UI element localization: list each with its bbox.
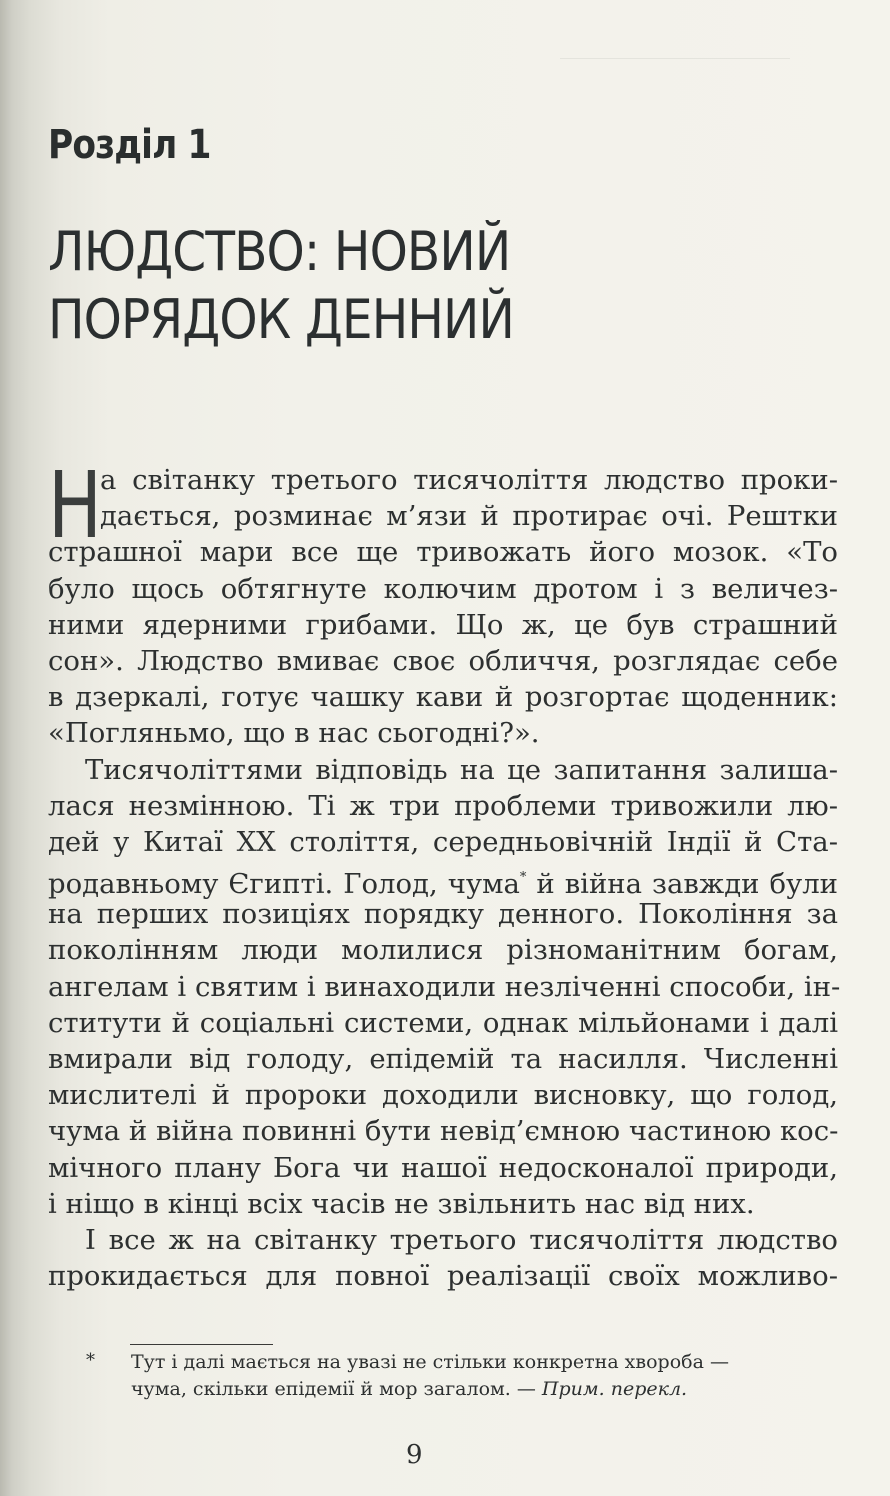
body-text bbox=[48, 452, 841, 1294]
chapter-title bbox=[48, 218, 514, 354]
text-line: в дзеркалі, готує чашку кави й розгортає щоденник: bbox=[48, 681, 838, 714]
footnote-line-2 bbox=[131, 1376, 731, 1403]
text-line: мічного плану Бога чи нашої недосконалої природи, bbox=[48, 1151, 838, 1184]
text-line: лася незмінною. Ті ж три проблеми тривожили лю- bbox=[48, 789, 838, 822]
text-segment: й війна завжди були bbox=[536, 868, 838, 901]
text-line: дається, розминає м’язи й протирає очі. Рештки bbox=[100, 500, 838, 533]
chapter-title-line-1: ЛЮДСТВО: НОВИЙ bbox=[48, 220, 511, 283]
text-line: І все ж на світанку третього тисячоліття людство bbox=[85, 1223, 838, 1256]
text-line: сон». Людство вмиває своє обличчя, розглядає себе bbox=[48, 644, 838, 677]
text-line: чума й війна повинні бути невід’ємною частиною кос- bbox=[48, 1115, 839, 1148]
text-line: Тисячоліттями відповідь на це запитання залиша- bbox=[85, 753, 838, 786]
text-line: поколінням люди молилися різноманітним богам, bbox=[48, 934, 838, 967]
text-line: дей у Китаї XX століття, середньовічній Індії й Ста- bbox=[48, 825, 838, 858]
text-segment: родавньому Єгипті. Голод, чума bbox=[48, 868, 520, 901]
chapter-title-line-2: ПОРЯДОК ДЕННИЙ bbox=[48, 288, 514, 351]
text-line: на перших позиціях порядку денного. Покоління за bbox=[48, 898, 838, 931]
text-line: мислителі й пророки доходили висновку, що голод, bbox=[48, 1079, 838, 1112]
text-line: а світанку третього тисячоліття людство проки- bbox=[100, 464, 838, 496]
translator-note: Прим. перекл. bbox=[541, 1378, 688, 1400]
text-line: прокидається для повної реалізації своїх можливо- bbox=[48, 1260, 838, 1293]
footnote-text bbox=[131, 1349, 731, 1403]
text-line: ними ядерними грибами. Що ж, це був страшний bbox=[48, 608, 838, 641]
footnote-line-1: Тут і далі мається на увазі не стільки конкретна хвороба — bbox=[131, 1351, 729, 1373]
page-number: 9 bbox=[406, 1440, 423, 1470]
chapter-label: Розділ 1 bbox=[48, 122, 211, 168]
footnote-reference[interactable]: * bbox=[519, 870, 527, 886]
text-line-with-footnote bbox=[48, 860, 838, 901]
bleed-through-running-head bbox=[560, 58, 790, 73]
text-line: вмирали від голоду, епідемій та насилля. Численні bbox=[48, 1043, 838, 1075]
footnote-plain: чума, скільки епідемії й мор загалом. — bbox=[131, 1378, 542, 1400]
text-line: було щось обтягнуте колючим дротом і з величез- bbox=[48, 572, 838, 605]
footnote-mark: * bbox=[86, 1350, 95, 1371]
text-line: ститути й соціальні системи, однак мільйонами і далі bbox=[48, 1006, 838, 1039]
text-line: і ніщо в кінці всіх часів не звільнить нас від них. bbox=[48, 1187, 755, 1220]
text-line: ангелам і святим і винаходили незліченні способи, ін- bbox=[48, 970, 841, 1003]
drop-cap: Н bbox=[48, 452, 102, 559]
text-line: «Погляньмо, що в нас сьогодні?». bbox=[48, 717, 540, 750]
footnote-divider bbox=[130, 1344, 273, 1345]
text-line: страшної мари все ще тривожать його мозок. «То bbox=[48, 536, 838, 569]
